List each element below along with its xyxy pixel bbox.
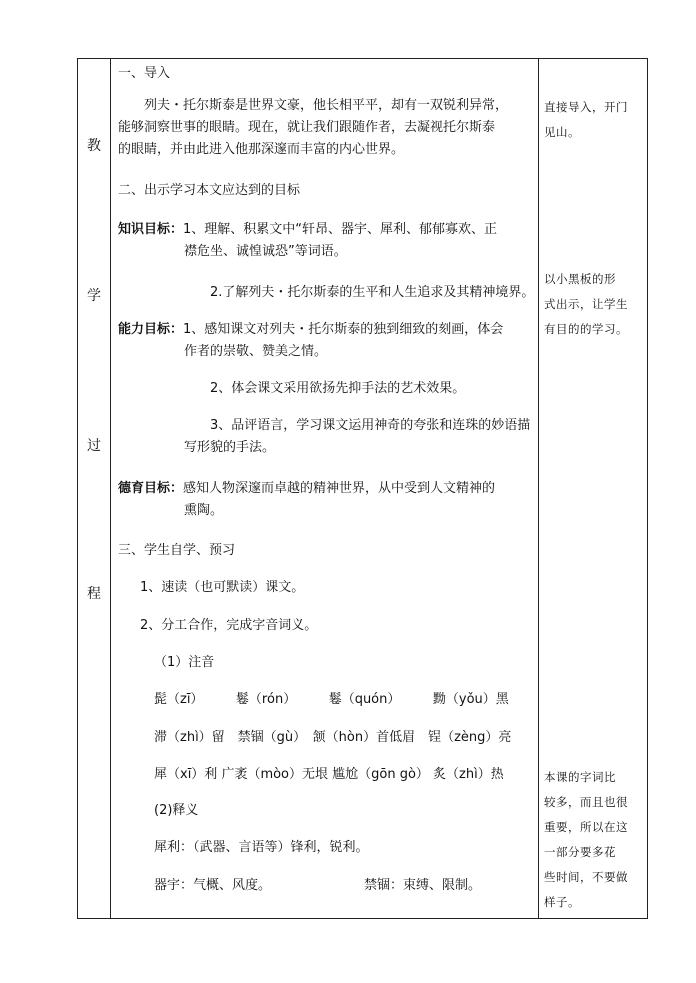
side-label-char-4: 程 <box>87 586 101 602</box>
note-vocab-line-4: 一部分要多花 <box>544 845 616 859</box>
meaning-1: 犀利：（武器、言语等）锋利，锐利。 <box>154 840 369 855</box>
intro-line-1: 列夫・托尔斯泰是世界文豪，他长相平平，却有一双锐利异常， <box>144 98 509 113</box>
note-intro-line-2: 见山。 <box>544 125 580 139</box>
ability-goal-line-2: 作者的崇敬、赞美之情。 <box>184 344 328 359</box>
moral-goal-line-1 <box>118 478 532 500</box>
note-vocab-line-2: 较多，而且也很 <box>544 795 628 809</box>
pinyin-row-3: 犀（xī）利 广袤（mòo）无垠 尴尬（gōn gò） 炙（zhì）热 <box>154 767 504 782</box>
column-divider-right <box>538 59 539 918</box>
pinyin-row-2: 滞（zhì）留 禁锢（gù） 颔（hòn）首低眉 锃（zèng）亮 <box>154 730 512 745</box>
ability-goal-1-text: 1、感知课文对列夫・托尔斯泰的独到细致的刻画，体会 <box>183 322 504 337</box>
side-label-char-2: 学 <box>87 288 101 304</box>
knowledge-goal-1-text: 1、理解、积累文中“轩昂、器宇、犀利、郁郁寡欢、正 <box>183 222 498 237</box>
note-intro-line-1: 直接导入，开门 <box>544 100 628 114</box>
note-vocab <box>544 765 642 915</box>
knowledge-goal-label: 知识目标： <box>118 222 184 237</box>
note-vocab-line-5: 些时间，不要做 <box>544 870 628 884</box>
meaning-2b: 禁锢：束缚、限制。 <box>364 878 482 893</box>
knowledge-goal-2: 2.了解列夫・托尔斯泰的生平和人生追求及其精神境界。 <box>210 285 535 300</box>
moral-goal-line-2: 熏陶。 <box>184 503 224 518</box>
note-vocab-line-3: 重要，所以在这 <box>544 820 628 834</box>
note-vocab-line-6: 样子。 <box>544 895 580 909</box>
note-intro <box>544 95 642 145</box>
pinyin-row-1: 髭（zī） 鬈（rón） 鬈（quón） 黝（yǒu）黑 <box>154 692 509 707</box>
ability-goal-3-line-1: 3、品评语言，学习课文运用神奇的夸张和连珠的妙语描 <box>210 418 531 433</box>
section-1-title: 一、导入 <box>118 66 171 81</box>
step-1: 1、速读（也可默读）课文。 <box>140 580 305 595</box>
knowledge-goal-line-1 <box>118 219 532 241</box>
intro-line-3: 的眼睛，并由此进入他那深邃而丰富的内心世界。 <box>118 142 405 157</box>
ability-goal-2: 2、体会课文采用欲扬先抑手法的艺术效果。 <box>210 381 466 396</box>
ability-goal-3-line-2: 写形貌的手法。 <box>184 440 276 455</box>
section-3-title: 三、学生自学、预习 <box>118 543 236 558</box>
knowledge-goal-line-2: 襟危坐、诚惶诚恐”等词语。 <box>184 244 347 259</box>
meaning-2a: 器宇：气概、风度。 <box>154 878 272 893</box>
ability-goal-label: 能力目标： <box>118 322 184 337</box>
note-goals <box>544 267 642 342</box>
moral-goal-label: 德育目标： <box>118 481 184 496</box>
column-divider-left <box>110 59 111 918</box>
moral-goal-text: 感知人物深邃而卓越的精神世界，从中受到人文精神的 <box>183 481 496 496</box>
pinyin-title: （1）注音 <box>154 655 215 670</box>
lesson-plan-table <box>77 58 648 919</box>
intro-line-2: 能够洞察世事的眼睛。现在，就让我们跟随作者，去凝视托尔斯泰 <box>118 120 496 135</box>
note-vocab-line-1: 本课的字词比 <box>544 770 616 784</box>
note-goals-line-2: 式出示，让学生 <box>544 297 628 311</box>
step-2: 2、分工合作，完成字音词义。 <box>140 618 318 633</box>
ability-goal-line-1 <box>118 319 532 341</box>
section-2-title: 二、出示学习本文应达到的目标 <box>118 183 301 198</box>
note-goals-line-3: 有目的的学习。 <box>544 322 628 336</box>
note-goals-line-1: 以小黑板的形 <box>544 272 616 286</box>
side-label-char-3: 过 <box>87 438 101 454</box>
side-label-char-1: 教 <box>87 138 101 154</box>
meaning-title: (2)释义 <box>154 803 199 818</box>
